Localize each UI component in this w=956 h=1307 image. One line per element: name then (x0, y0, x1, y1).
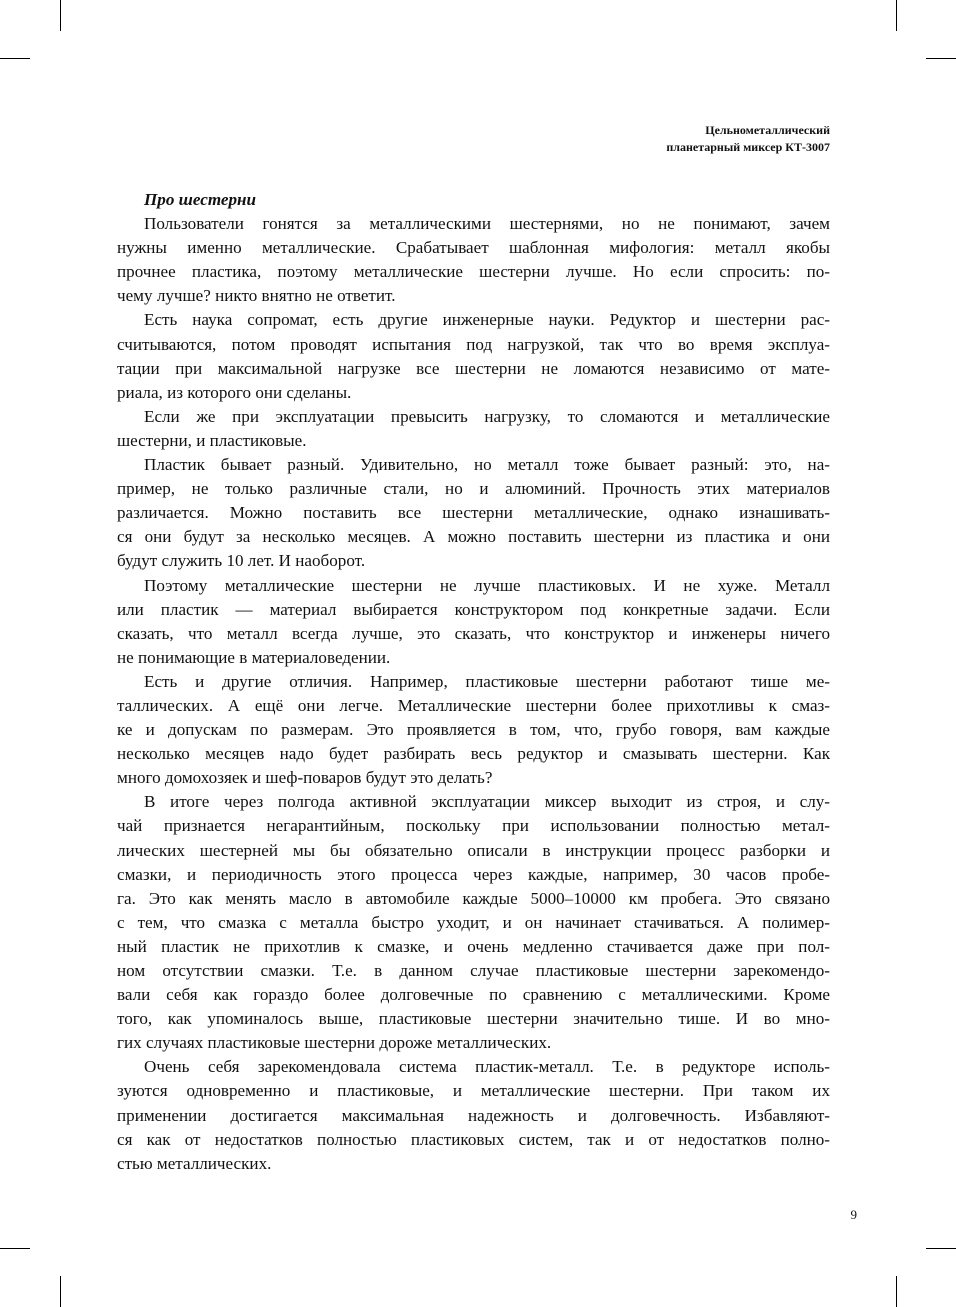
paragraph-line: Поэтому металлические шестерни не лучше пластиковых. И не хуже. Металл (144, 575, 830, 595)
paragraph-line: сказать, что металл всегда лучше, это сказать, что конструктор и инженеры ничего (117, 623, 830, 643)
paragraph-line: тации при максимальной нагрузке все шестерни не ломаются независимо от мате- (117, 358, 830, 378)
paragraph (117, 1055, 830, 1175)
paragraph-line: риала, из которого они сделаны. (117, 382, 352, 402)
paragraph-line: нужны именно металлические. Срабатывает шаблонная мифология: металл якобы (117, 238, 830, 258)
paragraph-line: Есть и другие отличия. Например, пластиковые шестерни работают тише ме- (144, 671, 830, 691)
crop-mark-top-right (896, 0, 897, 31)
paragraph-line: таллических. А ещё они легче. Металлические шестерни более прихотливы к смаз- (117, 695, 830, 715)
page-number: 9 (850, 1207, 857, 1222)
paragraph-line: несколько месяцев надо будет разбирать весь редуктор и смазывать шестерни. Как (117, 744, 830, 764)
paragraph (117, 453, 830, 573)
paragraph (117, 670, 830, 790)
crop-mark-top-left-h (0, 58, 30, 59)
header-line-1: Цельнометаллический (705, 123, 830, 137)
crop-mark-bottom-right-h (926, 1248, 956, 1249)
paragraph-line: вали себя как гораздо более долговечные по сравнению с металлическими. Кроме (117, 985, 830, 1005)
paragraph-line: применении достигается максимальная надежность и долговечность. Избавляют- (117, 1105, 830, 1125)
paragraph-line: ном отсутствии смазки. Т.е. в данном случае пластиковые шестерни зарекомендо- (117, 961, 830, 980)
crop-mark-bottom-right (896, 1276, 897, 1307)
paragraph-line: ный пластик не прихотлив к смазке, и очень медленно стачивается даже при пол- (117, 936, 830, 956)
paragraph (117, 405, 830, 453)
paragraph-line: различается. Можно поставить все шестерни металлические, однако изнашивать- (117, 503, 830, 523)
paragraph-line: В итоге через полгода активной эксплуатации миксер выходит из строя, и слу- (144, 792, 830, 812)
paragraph-line: или пластик — материал выбирается конструктором под конкретные задачи. Если (117, 599, 830, 619)
paragraph-line: зуются одновременно и пластиковые, и металлические шестерни. При таком их (117, 1081, 830, 1101)
paragraph-line: гих случаях пластиковые шестерни дороже металлических. (117, 1033, 552, 1053)
paragraphs-container (117, 212, 830, 1176)
paragraph-line: лических шестерней мы бы обязательно описали в инструкции процесс разборки и (117, 840, 830, 860)
paragraph-line: много домохозяек и шеф-поваров будут это делать? (117, 768, 493, 788)
paragraph-line: шестерни, и пластиковые. (117, 430, 307, 450)
paragraph-line: чему лучше? никто внятно не ответит. (117, 286, 396, 306)
paragraph-line: смазки, и периодичность этого процесса через каждые, например, 30 часов пробе- (117, 864, 830, 884)
paragraph-line: Пластик бывает разный. Удивительно, но металл тоже бывает разный: это, на- (144, 455, 830, 475)
crop-mark-top-left (60, 0, 61, 31)
paragraph-line: га. Это как менять масло в автомобиле каждые 5000–10000 км пробега. Это связано (117, 888, 830, 908)
paragraph-line: ке и допускам по размерам. Это проявляется в том, что, грубо говоря, вам каждые (117, 720, 830, 740)
paragraph-line: того, как упоминалось выше, пластиковые шестерни значительно тише. И во мно- (117, 1009, 830, 1029)
header-line-2: планетарный миксер КТ-3007 (666, 140, 830, 154)
paragraph-line: считываются, потом проводят испытания под нагрузкой, так что во время эксплуа- (117, 334, 830, 354)
article-body (117, 188, 830, 1176)
paragraph (117, 308, 830, 404)
paragraph-line: Пользователи гонятся за металлическими шестернями, но не понимают, зачем (144, 214, 830, 234)
paragraph-line: Есть наука сопромат, есть другие инженерные науки. Редуктор и шестерни рас- (144, 310, 830, 330)
paragraph-line: стью металлических. (117, 1153, 272, 1173)
paragraph-line: ся они будут за несколько месяцев. А можно поставить шестерни из пластика и они (117, 527, 830, 547)
paragraph (117, 574, 830, 670)
paragraph-line: чай признается негарантийным, поскольку при использовании полностью метал- (117, 816, 830, 836)
crop-mark-bottom-left (60, 1276, 61, 1307)
paragraph-line: ся как от недостатков полностью пластиковых систем, так и от недостатков полно- (117, 1129, 830, 1149)
paragraph-line: Очень себя зарекомендовала система пластик-металл. Т.е. в редукторе исполь- (144, 1057, 830, 1077)
running-header (666, 122, 830, 156)
paragraph (117, 212, 830, 308)
paragraph-line: будут служить 10 лет. И наоборот. (117, 551, 366, 571)
section-heading: Про шестерни (144, 190, 257, 209)
crop-mark-top-right-h (926, 58, 956, 59)
crop-mark-bottom-left-h (0, 1248, 30, 1249)
paragraph-line: пример, не только различные стали, но и алюминий. Прочность этих материалов (117, 479, 830, 499)
paragraph-line: Если же при эксплуатации превысить нагрузку, то сломаются и металлические (144, 406, 830, 426)
paragraph-line: прочнее пластика, поэтому металлические шестерни лучше. Но если спросить: по- (117, 262, 830, 282)
paragraph-line: не понимающие в материаловедении. (117, 647, 391, 667)
paragraph (117, 790, 830, 1055)
paragraph-line: с тем, что смазка с металла быстро уходит, и он начинает стачиваться. А полимер- (117, 912, 830, 932)
